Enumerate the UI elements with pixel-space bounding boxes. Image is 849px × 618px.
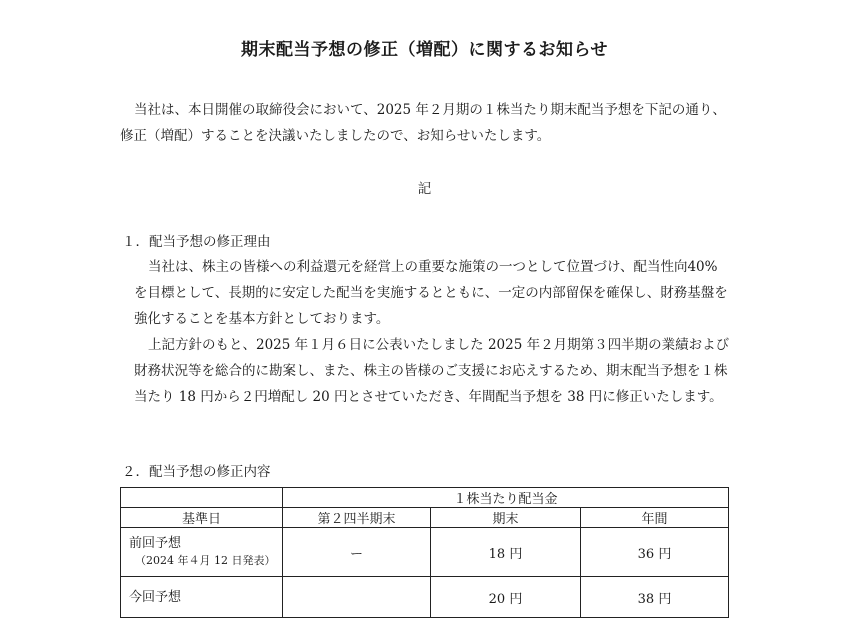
table-row bbox=[121, 577, 729, 618]
table-row bbox=[121, 528, 729, 577]
cell-annual: 36 円 bbox=[581, 528, 729, 577]
row-label-cell bbox=[121, 577, 283, 618]
col-header-term-end: 期末 bbox=[431, 508, 581, 528]
ki-marker: 記 bbox=[417, 181, 432, 197]
cell-term-end: 18 円 bbox=[431, 528, 581, 577]
row-label-cell bbox=[121, 528, 283, 577]
col-header-q2: 第２四半期末 bbox=[283, 508, 431, 528]
row-note: （2024 年４月 12 日発表） bbox=[135, 554, 276, 567]
cell-term-end: 20 円 bbox=[431, 577, 581, 618]
dividend-table bbox=[120, 487, 729, 618]
cell-annual: 38 円 bbox=[581, 577, 729, 618]
document-title: 期末配当予想の修正（増配）に関するお知らせ bbox=[241, 40, 608, 60]
intro-paragraph: 当社は、本日開催の取締役会において、2025 年２月期の１株当たり期末配当予想を下記の通り、修正（増配）することを決議いたしましたので、お知らせいたします。 bbox=[120, 102, 726, 144]
table-cell-empty bbox=[121, 488, 283, 508]
table-row bbox=[121, 488, 729, 508]
col-header-base-date: 基準日 bbox=[121, 508, 283, 528]
section1-paragraph-2: 上記方針のもと、2025 年１月６日に公表いたしました 2025 年２月期第３四半期の業績および財務状況等を総合的に勘案し、また、株主の皆様のご支援にお応えするため、期末配当予想を１株当たり 18 円から２円増配し 20 円とさせていただき、年間配当予想を 38 円に修正いたします。 bbox=[134, 337, 730, 405]
group-header: １株当たり配当金 bbox=[283, 488, 729, 508]
table-row bbox=[121, 508, 729, 528]
section1-paragraph-1: 当社は、株主の皆様への利益還元を経営上の重要な施策の一つとして位置づけ、配当性向40%を目標として、長期的に安定した配当を実施するとともに、一定の内部留保を確保し、財務基盤を強化することを基本方針としております。 bbox=[134, 259, 728, 327]
section1-heading: １．配当予想の修正理由 bbox=[122, 234, 271, 250]
cell-q2: ー bbox=[283, 528, 431, 577]
cell-q2 bbox=[283, 577, 431, 618]
row-label: 今回予想 bbox=[129, 589, 182, 605]
row-label: 前回予想 bbox=[129, 536, 182, 551]
col-header-annual: 年間 bbox=[581, 508, 729, 528]
section2-heading: ２．配当予想の修正内容 bbox=[122, 464, 271, 480]
